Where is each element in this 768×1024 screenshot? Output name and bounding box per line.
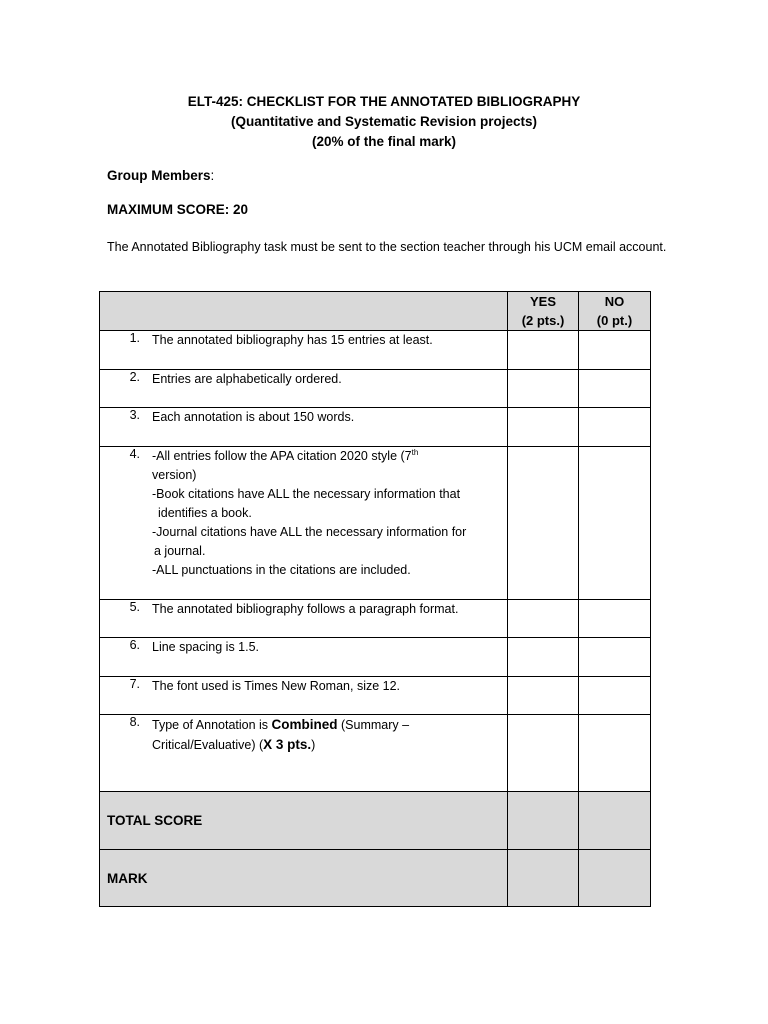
item-text-bold-combined: Combined (271, 717, 338, 732)
item-text: Line spacing is 1.5. (152, 640, 260, 654)
item-cell (100, 638, 508, 677)
group-members-label: Group Members (107, 168, 211, 183)
yes-checkbox-cell[interactable] (508, 447, 579, 600)
document-title-block (0, 92, 768, 152)
no-checkbox-cell[interactable] (579, 331, 651, 370)
table-row (100, 638, 651, 677)
total-score-row (100, 792, 651, 850)
document-weight: (20% of the final mark) (311, 134, 457, 149)
item-number: 6. (129, 638, 140, 652)
document-title: ELT-425: CHECKLIST FOR THE ANNOTATED BIBLIOGRAPHY (187, 94, 581, 109)
yes-checkbox-cell[interactable] (508, 677, 579, 715)
item-number: 3. (129, 408, 140, 422)
table-row (100, 715, 651, 792)
header-yes-label: YES (529, 294, 556, 309)
item-text-line-5: -Journal citations have ALL the necessary information for (152, 525, 467, 539)
header-yes (508, 292, 579, 331)
item-text-line-3: -Book citations have ALL the necessary information that (152, 487, 461, 501)
yes-checkbox-cell[interactable] (508, 370, 579, 408)
item-text-part: (Summary – (337, 718, 410, 732)
yes-checkbox-cell[interactable] (508, 408, 579, 447)
total-score-label: TOTAL SCORE (100, 792, 508, 850)
table-row (100, 677, 651, 715)
header-no-points: (0 pt.) (596, 313, 633, 328)
item-text: The annotated bibliography has 15 entries at least. (152, 333, 433, 347)
item-cell (100, 600, 508, 638)
header-yes-points: (2 pts.) (521, 313, 565, 328)
item-text-part: Critical/Evaluative) ( (152, 738, 264, 752)
item-text-part: Type of Annotation is (152, 718, 272, 732)
item-text: The annotated bibliography follows a paragraph format. (152, 602, 459, 616)
table-row (100, 408, 651, 447)
no-checkbox-cell[interactable] (579, 447, 651, 600)
item-number: 5. (129, 600, 140, 614)
table-row (100, 331, 651, 370)
item-text (152, 715, 501, 755)
item-text-bold-points: X 3 pts. (263, 737, 312, 752)
yes-checkbox-cell[interactable] (508, 331, 579, 370)
table-row (100, 370, 651, 408)
item-cell (100, 370, 508, 408)
no-checkbox-cell[interactable] (579, 638, 651, 677)
item-text-line (152, 447, 501, 466)
checklist-table (99, 291, 651, 907)
item-number: 8. (129, 715, 140, 729)
no-checkbox-cell[interactable] (579, 600, 651, 638)
item-text-line-7: -ALL punctuations in the citations are included. (152, 563, 411, 577)
document-subtitle: (Quantitative and Systematic Revision projects) (230, 114, 538, 129)
mark-label: MARK (100, 850, 508, 907)
item-text-line-2: version) (152, 468, 197, 482)
group-members-colon: : (210, 168, 215, 183)
yes-checkbox-cell[interactable] (508, 715, 579, 792)
item-number: 1. (129, 331, 140, 345)
no-checkbox-cell[interactable] (579, 408, 651, 447)
item-text (152, 447, 501, 580)
header-no-label: NO (604, 294, 625, 309)
item-cell (100, 331, 508, 370)
header-blank-cell (100, 292, 508, 331)
group-members-line (107, 168, 214, 183)
superscript-th: th (411, 447, 419, 457)
item-text-line-4: identifies a book. (158, 506, 252, 520)
item-text-line-1: -All entries follow the APA citation 2020 style (7 (152, 449, 412, 463)
total-yes-cell[interactable] (508, 792, 579, 850)
table-row (100, 447, 651, 600)
item-text: Entries are alphabetically ordered. (152, 372, 342, 386)
no-checkbox-cell[interactable] (579, 715, 651, 792)
item-cell (100, 447, 508, 600)
header-no (579, 292, 651, 331)
mark-yes-cell[interactable] (508, 850, 579, 907)
table-row (100, 600, 651, 638)
mark-row (100, 850, 651, 907)
max-score: MAXIMUM SCORE: 20 (107, 202, 249, 217)
item-number: 4. (129, 447, 140, 461)
item-number: 2. (129, 370, 140, 384)
intro-paragraph: The Annotated Bibliography task must be sent to the section teacher through his UCM email account. (107, 240, 667, 254)
mark-no-cell[interactable] (579, 850, 651, 907)
no-checkbox-cell[interactable] (579, 370, 651, 408)
item-cell (100, 715, 508, 792)
item-text: The font used is Times New Roman, size 12. (152, 679, 401, 693)
item-text-line-6: a journal. (154, 544, 206, 558)
total-no-cell[interactable] (579, 792, 651, 850)
yes-checkbox-cell[interactable] (508, 600, 579, 638)
item-cell (100, 408, 508, 447)
item-text: Each annotation is about 150 words. (152, 410, 355, 424)
table-header-row (100, 292, 651, 331)
no-checkbox-cell[interactable] (579, 677, 651, 715)
item-text-part: ) (311, 738, 316, 752)
item-cell (100, 677, 508, 715)
item-number: 7. (129, 677, 140, 691)
yes-checkbox-cell[interactable] (508, 638, 579, 677)
